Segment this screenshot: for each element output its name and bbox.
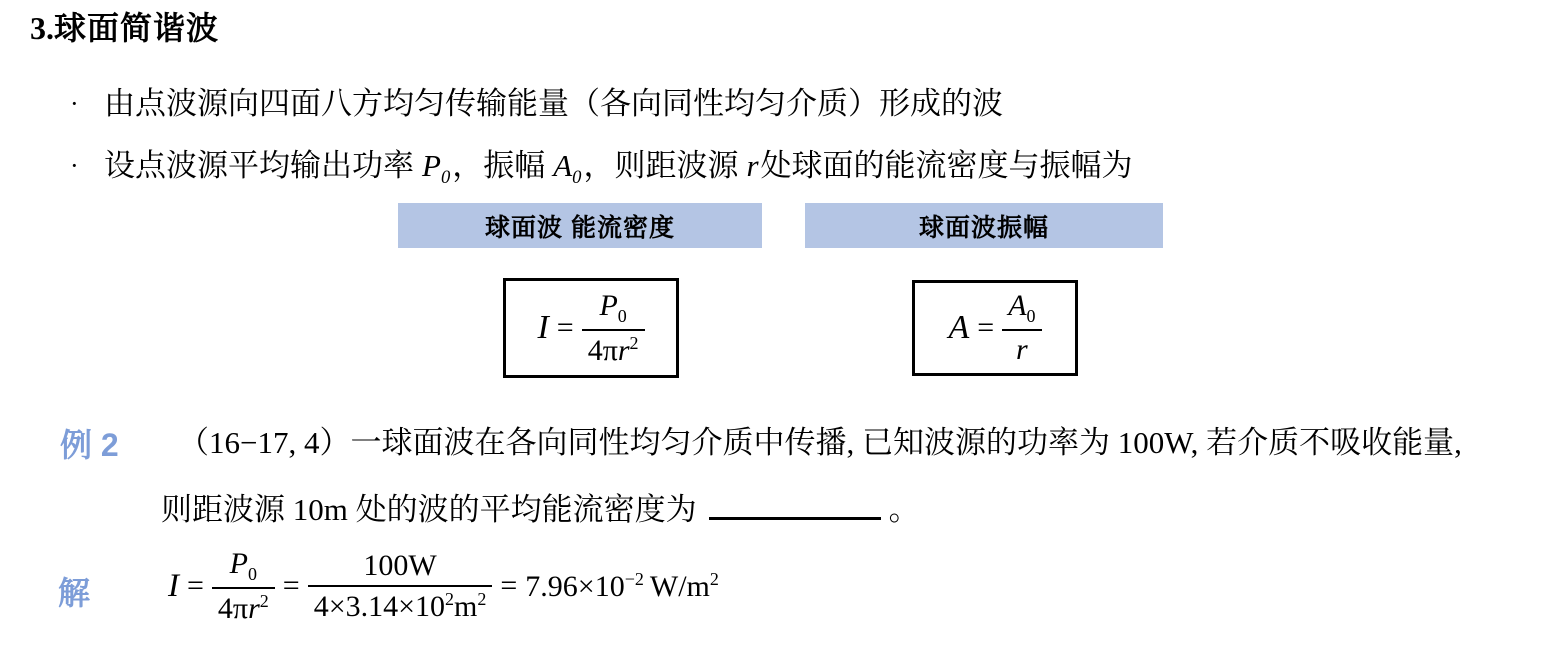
flux-den-exp: 2 [629,332,639,353]
bullet-1-text: 由点波源向四面八方均匀传输能量（各向同性均匀介质）形成的波 [104,86,1003,121]
header-amplitude-label: 球面波振幅 [918,213,1049,242]
bullet-2-text-3: ，则距波源 [583,148,739,183]
sol-result [525,569,719,604]
bullet-icon: · [70,151,79,180]
amp-equals: = [977,311,995,344]
flux-den-coef: 4π [587,333,618,367]
sol-result-unit-exp: 2 [709,568,719,589]
sol-frac2-den-b: m [454,589,478,623]
bullet-2-text-4: 处球面的能流密度与振幅为 [760,148,1133,183]
sol-equals-1: = [187,569,204,602]
sol-frac2-den [308,587,493,623]
header-flux-density-label: 球面波 能流密度 [485,213,675,242]
flux-lhs: I [537,309,549,346]
page-title [30,8,219,48]
sol-result-unit: W/m [649,569,710,603]
example-line-2-period: 。 [888,492,920,527]
header-amplitude [805,203,1163,248]
var-P0-sub: 0 [440,167,451,189]
sol-result-exp: −2 [624,568,644,589]
var-P0-base: P [422,148,441,183]
example-line-1: （16−17, 4）一球面波在各向同性均匀介质中传播, 已知波源的功率为 100W, 若介质不吸收能量, [178,425,1462,460]
var-r: r [248,591,260,625]
amp-fraction [1002,290,1041,365]
var-A0-base: A [553,148,573,183]
title-text: 球面简谐波 [54,10,220,46]
bullet-item-2 [70,144,1133,200]
var-r: r [617,333,630,367]
bullet-2-text-1: 设点波源平均输出功率 [104,148,414,183]
solution-formula [168,540,719,632]
title-number: 3. [30,10,54,46]
formula-box-flux [503,278,679,378]
example-line-2-text: 则距波源 10m 处的波的平均能流密度为 [161,492,697,527]
flux-numerator [582,290,645,331]
var-A0 [553,148,582,189]
bullet-icon: · [70,89,79,118]
sol-frac1-den-coef: 4π [217,591,249,625]
flux-equals: = [556,311,574,344]
var-P0 [422,148,451,189]
sol-frac2-den-b-exp: 2 [477,588,487,609]
var-A0-sub: 0 [1026,306,1036,327]
bullet-item-1 [70,82,1003,126]
sol-frac2-den-a-exp: 2 [445,588,455,609]
var-A0-sub: 0 [572,167,582,189]
sol-frac1-den [212,589,275,625]
var-P0-base: P [229,546,248,580]
example-line-2 [161,486,920,533]
sol-frac1-den-exp: 2 [259,590,269,611]
formula-box-amplitude [912,280,1078,376]
example-label: 例 2 [60,427,119,463]
sol-frac1-num [212,548,275,589]
sol-frac2-num: 100W [308,550,493,587]
amp-numerator [1002,290,1041,331]
sol-lhs: I [168,567,179,604]
sol-equals-3: = [500,569,518,602]
bullet-2-text-2: ，振幅 [452,148,546,183]
var-P0-sub: 0 [617,305,627,326]
sol-frac2-den-a: 4×3.14×10 [313,589,446,623]
flux-fraction [582,290,645,366]
flux-denominator [582,331,645,367]
header-flux-density [398,203,762,248]
sol-fraction-1 [212,548,275,624]
amp-lhs: A [948,309,970,346]
var-r: r [746,148,759,183]
answer-blank [709,486,881,520]
sol-result-mantissa: 7.96×10 [525,569,625,603]
sol-equals-2: = [282,569,300,602]
amp-denominator [1002,331,1041,366]
var-P0-base: P [599,288,618,322]
var-P0-sub: 0 [248,563,257,584]
sol-fraction-2 [308,550,493,622]
var-r: r [1016,333,1028,367]
var-A0-base: A [1008,289,1027,323]
solution-label: 解 [58,575,91,611]
